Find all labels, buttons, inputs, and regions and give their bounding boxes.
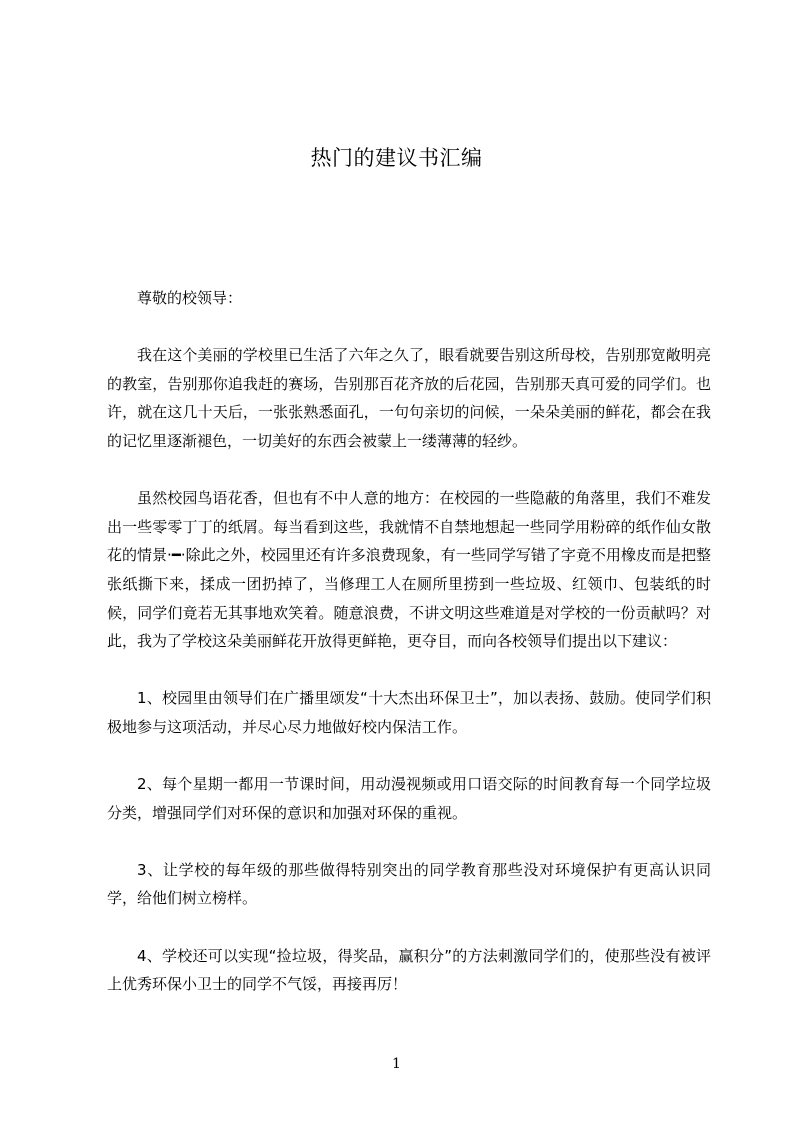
paragraph-intro: 我在这个美丽的学校里已生活了六年之久了，眼看就要告别这所母校，告别那宽敞明亮的教室，告别那你追我赶的赛场，告别那百花齐放的后花园，告别那天真可爱的同学们。也许，就在这几十天后，一张张熟悉面孔，一句句亲切的问候，一朵朵美丽的鲜花，都会在我的记忆里逐渐褪色，一切美好的东西会被蒙上一缕薄薄的轻纱。 xyxy=(107,346,711,450)
suggestion-3: 3、让学校的每年级的那些做得特别突出的同学教育那些没对环境保护有更高认识同学，给他们树立榜样。 xyxy=(107,860,711,908)
document-title: 热门的建议书汇编 xyxy=(310,146,483,170)
suggestion-2: 2、每个星期一都用一节课时间，用动漫视频或用口语交际的时间教育每一个同学垃圾分类，增强同学们对环保的意识和加强对环保的重视。 xyxy=(107,775,711,822)
paragraph-problems: 虽然校园鸟语花香，但也有不中人意的地方：在校园的一些隐蔽的角落里，我们不难发出一些零零丁丁的纸屑。每当看到这些，我就情不自禁地想起一些同学用粉碎的纸作仙女散花的情景·━·除此之外，校园里还有许多浪费现象，有一些同学写错了字竟不用橡皮而是把整张纸撕下来，揉成一团扔掉了，当修理工人在厕所里捞到一些垃圾、红领巾、包装纸的时候，同学们竟若无其事地欢笑着。随意浪费，不讲文明这些难道是对学校的一份贡献吗？对此，我为了学校这朵美丽鲜花开放得更鲜艳，更夺目，而向各校领导们提出以下建议： xyxy=(107,489,711,651)
suggestion-4: 4、学校还可以实现“捡垃圾，得奖品，赢积分”的方法刺激同学们的，使那些没有被评上优秀环保小卫士的同学不气馁，再接再厉！ xyxy=(107,946,711,994)
greeting: 尊敬的校领导： xyxy=(137,289,243,307)
page-number: 1 xyxy=(392,1056,401,1072)
document-body xyxy=(107,284,711,1027)
suggestion-1: 1、校园里由领导们在广播里颂发“十大杰出环保卫士”，加以表扬、鼓励。使同学们积极地参与这项活动，并尽心尽力地做好校内保洁工作。 xyxy=(107,689,711,736)
